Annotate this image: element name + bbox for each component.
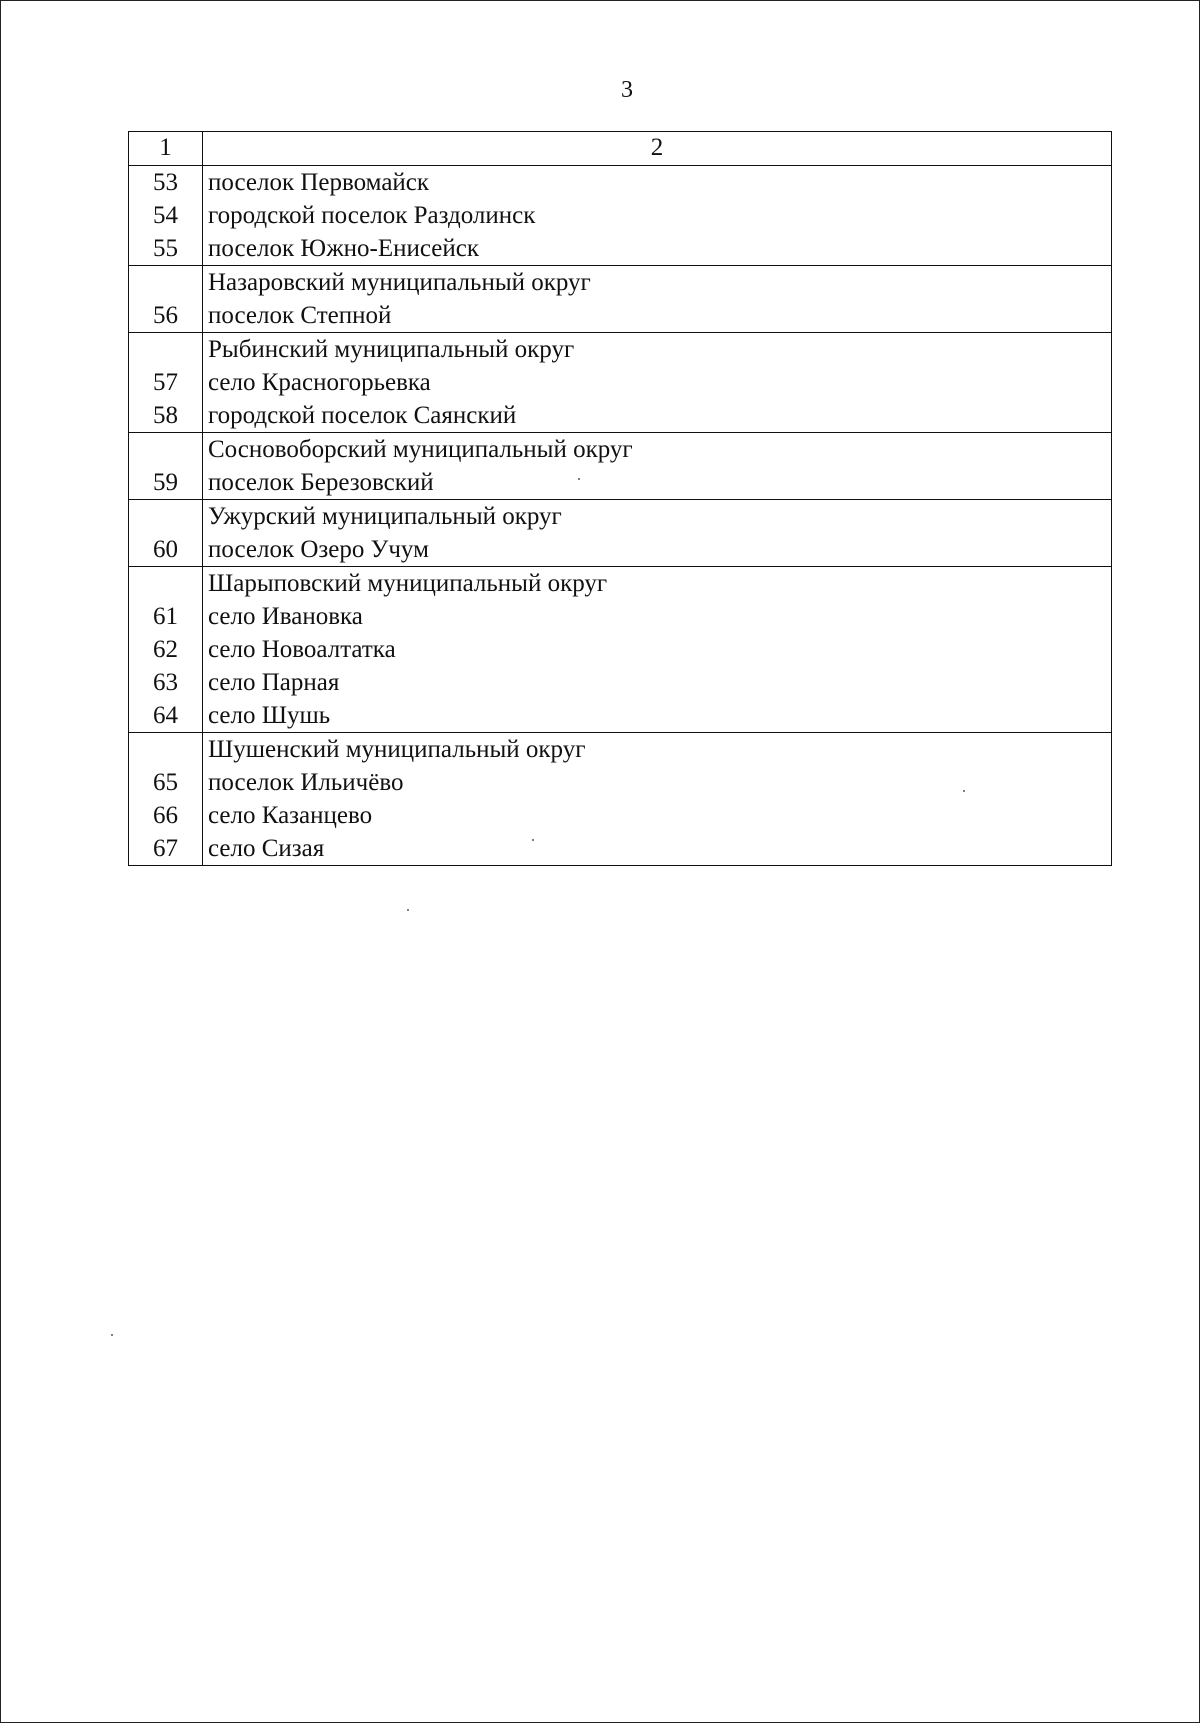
district-heading: Шарыповский муниципальный округ xyxy=(208,570,608,597)
settlement-name: поселок Озеро Учум xyxy=(208,536,429,563)
settlement-name: городской поселок Раздолинск xyxy=(208,202,536,229)
entry-number: 58 xyxy=(153,402,178,429)
district-heading: Ужурский муниципальный округ xyxy=(208,503,562,530)
settlement-name: село Шушь xyxy=(208,702,331,729)
row-number-cell xyxy=(129,266,203,333)
table-row xyxy=(129,433,1112,500)
entry-number xyxy=(129,567,202,600)
table-row xyxy=(129,500,1112,567)
entry-number: 62 xyxy=(153,636,178,663)
scan-speck xyxy=(532,839,534,841)
settlement-name: село Новоалтатка xyxy=(208,636,396,663)
entry-number: 57 xyxy=(153,369,178,396)
district-heading: Рыбинский муниципальный округ xyxy=(208,336,575,363)
row-name-cell xyxy=(203,733,1112,866)
entry-number xyxy=(129,433,202,466)
table-row xyxy=(129,733,1112,866)
table-row xyxy=(129,166,1112,266)
settlement-name: поселок Южно-Енисейск xyxy=(208,235,479,262)
settlement-name: поселок Ильичёво xyxy=(208,769,404,796)
scan-speck xyxy=(111,1334,113,1336)
entry-number xyxy=(129,333,202,366)
row-name-cell xyxy=(203,266,1112,333)
settlement-name: село Казанцево xyxy=(208,802,373,829)
table-header-row xyxy=(129,132,1112,166)
scan-speck xyxy=(963,790,965,792)
scan-speck xyxy=(578,478,580,480)
entry-number: 56 xyxy=(153,302,178,329)
entry-number: 67 xyxy=(153,835,178,862)
entry-number: 59 xyxy=(153,469,178,496)
settlement-name: село Ивановка xyxy=(208,603,363,630)
entry-number: 55 xyxy=(153,235,178,262)
row-name-cell xyxy=(203,567,1112,733)
settlement-name: село Сизая xyxy=(208,835,325,862)
district-heading: Назаровский муниципальный округ xyxy=(208,269,591,296)
settlement-name: поселок Степной xyxy=(208,302,392,329)
district-heading: Сосновоборский муниципальный округ xyxy=(208,436,633,463)
settlements-table xyxy=(128,131,1112,866)
row-name-cell xyxy=(203,333,1112,433)
entry-number: 64 xyxy=(153,702,178,729)
entry-number: 53 xyxy=(153,169,178,196)
entry-number xyxy=(129,266,202,299)
settlement-name: поселок Березовский xyxy=(208,469,434,496)
row-number-cell xyxy=(129,567,203,733)
settlement-name: село Парная xyxy=(208,669,340,696)
column-header-number: 1 xyxy=(129,132,203,166)
row-name-cell xyxy=(203,433,1112,500)
entry-number: 60 xyxy=(153,536,178,563)
row-name-cell xyxy=(203,500,1112,567)
settlement-name: село Красногорьевка xyxy=(208,369,431,396)
entry-number: 54 xyxy=(153,202,178,229)
entry-number: 61 xyxy=(153,603,178,630)
entry-number: 65 xyxy=(153,769,178,796)
entry-number: 66 xyxy=(153,802,178,829)
settlement-name: городской поселок Саянский xyxy=(208,402,517,429)
entry-number: 63 xyxy=(153,669,178,696)
entry-number xyxy=(129,733,202,766)
table-row xyxy=(129,333,1112,433)
page-number: 3 xyxy=(621,77,633,103)
table-row xyxy=(129,567,1112,733)
district-heading: Шушенский муниципальный округ xyxy=(208,736,586,763)
row-number-cell xyxy=(129,433,203,500)
entry-number xyxy=(129,500,202,533)
row-number-cell xyxy=(129,500,203,567)
row-number-cell xyxy=(129,166,203,266)
row-number-cell xyxy=(129,733,203,866)
table-row xyxy=(129,266,1112,333)
scan-speck xyxy=(407,909,409,911)
row-name-cell xyxy=(203,166,1112,266)
settlement-name: поселок Первомайск xyxy=(208,169,430,196)
row-number-cell xyxy=(129,333,203,433)
table-body xyxy=(129,166,1112,866)
column-header-name: 2 xyxy=(203,132,1112,166)
